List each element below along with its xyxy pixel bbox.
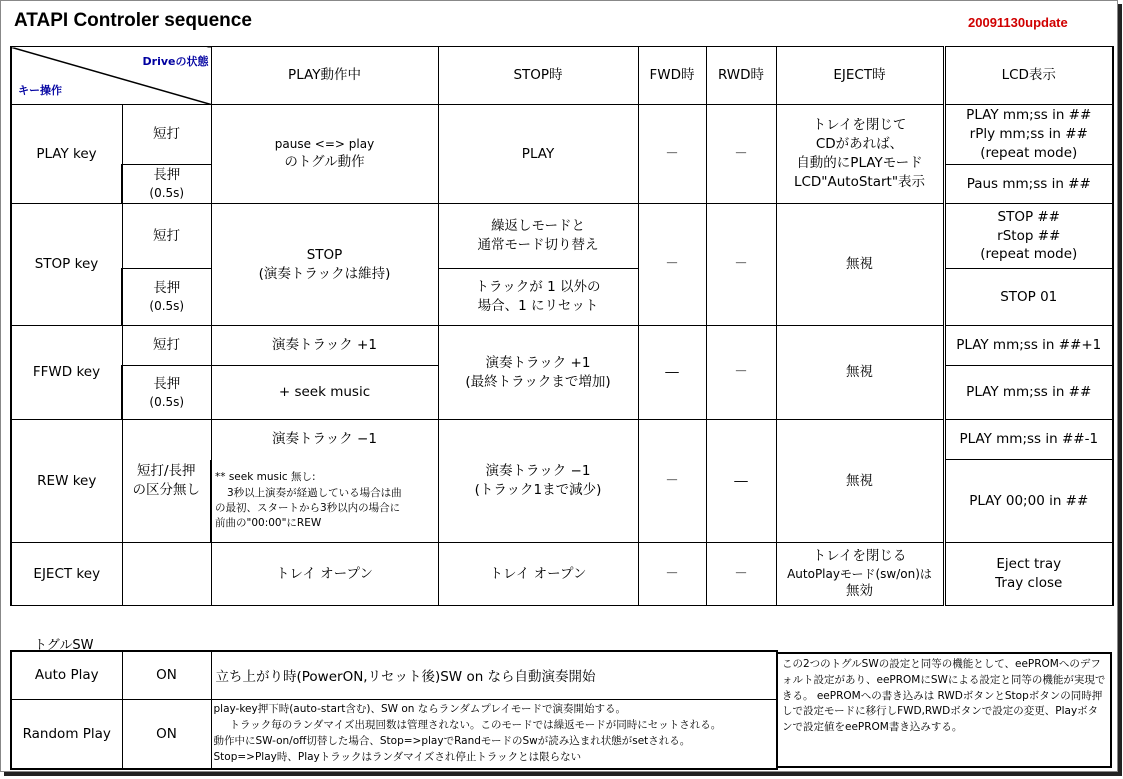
stop-stop-short xyxy=(438,204,638,269)
rew-playing-short: 演奏トラック −1 xyxy=(211,420,438,460)
stop-stop-short-line1: 繰返しモードと xyxy=(491,218,585,235)
ffwd-fwd: ― xyxy=(638,326,706,420)
play-playing-line2: のトグル動作 xyxy=(284,153,365,170)
play-playing-line1: pause <=> play xyxy=(274,137,375,152)
stop-fwd: － xyxy=(638,204,706,326)
play-lcd-line1: PLAY mm;ss in ## xyxy=(966,107,1092,124)
random-desc-line1: play-key押下時(auto-start含む)、SW on ならランダムプレイモードで演奏開始する。 xyxy=(213,703,626,716)
toggle-sw-table xyxy=(10,650,778,770)
random-desc-line2: トラック毎のランダマイズ出現回数は管理されない。このモードでは繰返モードが同時にセットされる。 xyxy=(229,719,722,731)
ffwd-stop-line2: (最終トラックまで増加) xyxy=(465,373,611,390)
rew-lcd-long: PLAY 00;00 in ## xyxy=(944,460,1113,543)
ffwd-rwd: － xyxy=(706,326,776,420)
play-playing xyxy=(211,105,438,204)
rew-press-line1: 短打/長押 xyxy=(136,463,196,480)
auto-play-desc: 立ち上がり時(PowerON,リセット後)SW on なら自動演奏開始 xyxy=(211,651,777,699)
eject-eject-line1: トレイを閉じる xyxy=(812,547,907,564)
stop-row-long xyxy=(11,269,1113,326)
stop-rwd: － xyxy=(706,204,776,326)
drive-state-label: Driveの状態 xyxy=(142,55,209,68)
rew-key-label: REW key xyxy=(11,420,122,543)
eject-eject xyxy=(776,543,944,606)
stop-stop-long-line2: 場合、1 にリセット xyxy=(477,298,599,314)
eeprom-note: この2つのトグルSWの設定と同等の機能として、eePROMへのデフォルト設定があり、eePROMにSWによる設定と同等の機能が実現できる。 eePROMへの書き込みは RWDボタンとStopボタンの同時押しで設定モードに移行しFWD,RWDボタンで設定の変更、Playボタンで設定値をeePROM書き込みする。 xyxy=(776,652,1112,768)
rew-rwd: ― xyxy=(706,420,776,543)
ffwd-stop xyxy=(438,326,638,420)
play-eject xyxy=(776,105,944,204)
rew-note-line4: 前曲の"00:00"にREW xyxy=(215,516,322,529)
eject-eject-line3: 無効 xyxy=(846,583,873,600)
play-long-label xyxy=(122,165,211,204)
ffwd-long-text: 長押 xyxy=(153,375,181,392)
stop-playing xyxy=(211,204,438,326)
eject-press-empty xyxy=(122,543,211,606)
play-eject-line4: LCD"AutoStart"表示 xyxy=(793,173,926,190)
play-lcd-line2: rPly mm;ss in ## xyxy=(969,126,1088,143)
play-lcd-short xyxy=(944,105,1113,165)
col-rwd: RWD時 xyxy=(706,47,776,105)
ffwd-lcd-long: PLAY mm;ss in ## xyxy=(944,366,1113,420)
ffwd-eject: 無視 xyxy=(776,326,944,420)
ffwd-lcd-short: PLAY mm;ss in ##+1 xyxy=(944,326,1113,366)
auto-play-row xyxy=(11,651,777,699)
ffwd-short-label: 短打 xyxy=(122,326,211,366)
random-play-state: ON xyxy=(122,699,211,769)
rew-note-line2: 3秒以上演奏が経過している場合は曲 xyxy=(227,486,402,499)
rew-press-line2: の区分無し xyxy=(132,482,200,498)
stop-lcd-long: STOP 01 xyxy=(944,269,1113,326)
col-stop: STOP時 xyxy=(438,47,638,105)
stop-row-short xyxy=(11,204,1113,269)
play-eject-line3: 自動的にPLAYモード xyxy=(796,155,923,171)
auto-play-name: Auto Play xyxy=(11,651,122,699)
stop-stop-short-line2: 通常モード切り替え xyxy=(477,237,599,253)
eject-lcd xyxy=(944,543,1113,606)
stop-playing-line1: STOP xyxy=(306,246,343,263)
stop-short-label: 短打 xyxy=(122,204,211,269)
ffwd-long-time: (0.5s) xyxy=(149,394,185,409)
ffwd-key-label: FFWD key xyxy=(11,326,122,420)
play-fwd: － xyxy=(638,105,706,204)
col-playing: PLAY動作中 xyxy=(211,47,438,105)
toggle-sw-label: トグルSW xyxy=(34,638,94,653)
rew-note xyxy=(211,460,438,543)
random-desc-line4: Stop=>Play時、Playトラックはランダマイズされ停止トラックとは限らない xyxy=(213,750,582,763)
play-short-label: 短打 xyxy=(122,105,211,165)
play-rwd: － xyxy=(706,105,776,204)
play-lcd-line3: (repeat mode) xyxy=(980,144,1078,161)
play-long-time: (0.5s) xyxy=(149,186,185,201)
ffwd-long-label xyxy=(122,366,211,420)
rew-lcd-short: PLAY mm;ss in ##-1 xyxy=(944,420,1113,460)
play-key-label: PLAY key xyxy=(11,105,122,204)
play-lcd-long: Paus mm;ss in ## xyxy=(944,165,1113,204)
stop-stop-long xyxy=(438,269,638,326)
eject-playing: トレイ オープン xyxy=(211,543,438,606)
eject-key-label: EJECT key xyxy=(11,543,122,606)
rew-row-short xyxy=(11,420,1113,460)
random-play-desc xyxy=(211,699,777,769)
rew-press-label xyxy=(122,420,211,543)
ffwd-stop-line1: 演奏トラック +1 xyxy=(485,354,591,371)
rew-stop xyxy=(438,420,638,543)
random-desc-line3: 動作中にSW-on/off切替した場合、Stop=>playでRandモードのSwが読み込まれ状態がsetされる。 xyxy=(213,734,691,747)
stop-lcd-line1: STOP ## xyxy=(997,208,1060,225)
stop-lcd-short xyxy=(944,204,1113,269)
stop-long-time: (0.5s) xyxy=(149,299,185,314)
ffwd-playing-short: 演奏トラック +1 xyxy=(211,326,438,366)
stop-playing-line2: (演奏トラックは維持) xyxy=(258,265,391,282)
update-label: 20091130update xyxy=(968,15,1068,30)
header-corner xyxy=(11,47,211,105)
auto-play-state: ON xyxy=(122,651,211,699)
stop-long-label xyxy=(122,269,211,326)
play-long-text: 長押 xyxy=(153,167,181,184)
eject-rwd: － xyxy=(706,543,776,606)
rew-fwd: － xyxy=(638,420,706,543)
stop-key-label: STOP key xyxy=(11,204,122,326)
stop-lcd-line2: rStop ## xyxy=(997,227,1061,244)
random-play-name: Random Play xyxy=(11,699,122,769)
rew-stop-line2: (トラック1まで減少) xyxy=(474,482,602,498)
page-title: ATAPI Controler sequence xyxy=(14,10,252,31)
play-row-short xyxy=(11,105,1113,165)
eject-lcd-line1: Eject tray xyxy=(996,556,1062,573)
stop-eject: 無視 xyxy=(776,204,944,326)
eject-eject-line2: AutoPlayモード(sw/on)は xyxy=(787,566,932,581)
eject-row xyxy=(11,543,1113,606)
rew-stop-line1: 演奏トラック −1 xyxy=(485,463,591,480)
key-op-label: キー操作 xyxy=(18,83,62,97)
rew-note-line1: ** seek music 無し: xyxy=(215,471,316,484)
play-eject-line2: CDがあれば、 xyxy=(815,136,904,153)
col-fwd: FWD時 xyxy=(638,47,706,105)
rew-eject: 無視 xyxy=(776,420,944,543)
col-eject: EJECT時 xyxy=(776,47,944,105)
eject-fwd: － xyxy=(638,543,706,606)
random-play-row xyxy=(11,699,777,769)
ffwd-row-short xyxy=(11,326,1113,366)
header-row xyxy=(11,47,1113,105)
ffwd-playing-long: + seek music xyxy=(211,366,438,420)
play-eject-line1: トレイを閉じて xyxy=(812,117,907,134)
stop-stop-long-line1: トラックが 1 以外の xyxy=(475,279,601,296)
stop-long-text: 長押 xyxy=(153,280,181,297)
rew-note-line3: の最初、スタートから3秒以内の場合に xyxy=(215,501,401,514)
col-lcd: LCD表示 xyxy=(944,47,1113,105)
eject-stop: トレイ オープン xyxy=(438,543,638,606)
sequence-table xyxy=(10,46,1114,606)
eject-lcd-line2: Tray close xyxy=(995,575,1063,591)
play-stop: PLAY xyxy=(438,105,638,204)
stop-lcd-line3: (repeat mode) xyxy=(980,246,1078,263)
